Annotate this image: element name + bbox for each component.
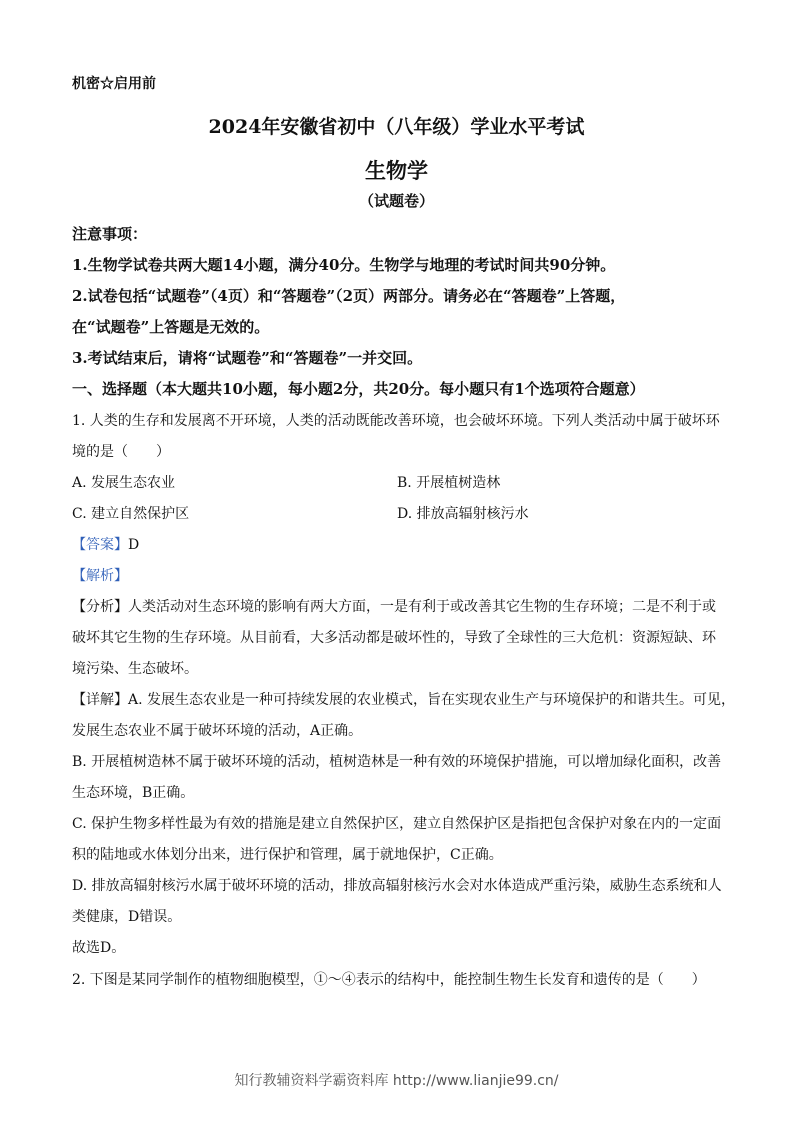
exam-title: 2024年安徽省初中（八年级）学业水平考试	[208, 116, 585, 138]
q1-detail-c-line-2: 积的陆地或水体划分出来，进行保护和管理，属于就地保护，C正确。	[72, 847, 503, 863]
confidential-label: 机密☆启用前	[72, 76, 156, 92]
subject-title: 生物学	[365, 158, 428, 183]
q1-detail-b-line-1: B. 开展植树造林不属于破坏环境的活动，植树造林是一种有效的环境保护措施，可以增加绿化面积，改善	[72, 754, 722, 770]
q2-stem: 2. 下图是某同学制作的植物细胞模型，①～④表示的结构中，能控制生物生长发育和遗传的是（ ）	[72, 972, 706, 988]
paper-type: （试题卷）	[358, 192, 434, 210]
fenxi-text-1: 人类活动对生态环境的影响有两大方面，一是有利于或改善其它生物的生存环境；二是不利于或	[128, 599, 716, 615]
notice-item-1: 1.生物学试卷共两大题14小题，满分40分。生物学与地理的考试时间共90分钟。	[72, 256, 616, 274]
q1-option-c: C. 建立自然保护区	[72, 506, 190, 522]
q1-detail-c-line-1: C. 保护生物多样性最为有效的措施是建立自然保护区，建立自然保护区是指把包含保护对象在内的一定面	[72, 816, 722, 832]
answer-tag: 【答案】	[72, 537, 128, 553]
notice-item-3: 3.考试结束后，请将“试题卷”和“答题卷”一并交回。	[72, 349, 423, 367]
q1-detail-d-line-2: 类健康，D错误。	[72, 909, 182, 925]
q1-fenxi-line-1	[72, 597, 723, 617]
q1-option-a: A. 发展生态农业	[72, 475, 176, 491]
q1-detail-b-line-2: 生态环境，B正确。	[72, 785, 195, 801]
q1-fenxi-line-2: 破坏其它生物的生存环境。从目前看，大多活动都是破坏性的，导致了全球性的三大危机：资源短缺、环	[72, 630, 716, 646]
q1-answer	[72, 535, 723, 555]
notice-heading: 注意事项：	[72, 225, 148, 243]
q1-stem-line-2: 境的是（ ）	[72, 444, 170, 460]
xiangjie-tag: 【详解】	[72, 692, 128, 708]
detail-a-text-1: A. 发展生态农业是一种可持续发展的农业模式，旨在实现农业生产与环境保护的和谐共生。可见，	[128, 692, 736, 708]
answer-value: D	[128, 537, 140, 553]
q1-detail-a-line-1	[72, 690, 736, 710]
footer-watermark: 知行教辅资料学霸资料库 http://www.lianjie99.cn/	[234, 1073, 559, 1089]
q1-stem-line-1: 1. 人类的生存和发展离不开环境，人类的活动既能改善环境，也会破坏环境。下列人类活动中属于破坏环	[72, 413, 720, 429]
analysis-tag: 【解析】	[72, 568, 128, 584]
notice-item-2-line-1: 2.试卷包括“试题卷”（4页）和“答题卷”（2页）两部分。请务必在“答题卷”上答题，	[72, 287, 626, 305]
q1-option-d: D. 排放高辐射核污水	[397, 506, 529, 522]
q1-detail-a-line-2: 发展生态农业不属于破坏环境的活动，A正确。	[72, 723, 363, 739]
q1-fenxi-line-3: 境污染、生态破坏。	[72, 661, 198, 677]
q1-detail-d-line-1: D. 排放高辐射核污水属于破坏环境的活动，排放高辐射核污水会对水体造成严重污染，威胁生态系统和人	[72, 878, 722, 894]
fenxi-tag: 【分析】	[72, 599, 128, 615]
section-1-heading: 一、选择题（本大题共10小题，每小题2分，共20分。每小题只有1个选项符合题意）	[72, 380, 645, 398]
q1-analysis-label	[72, 566, 723, 586]
notice-item-2-line-2: 在“试题卷”上答题是无效的。	[72, 318, 270, 336]
q1-option-b: B. 开展植树造林	[397, 475, 501, 491]
q1-conclusion: 故选D。	[72, 940, 126, 956]
